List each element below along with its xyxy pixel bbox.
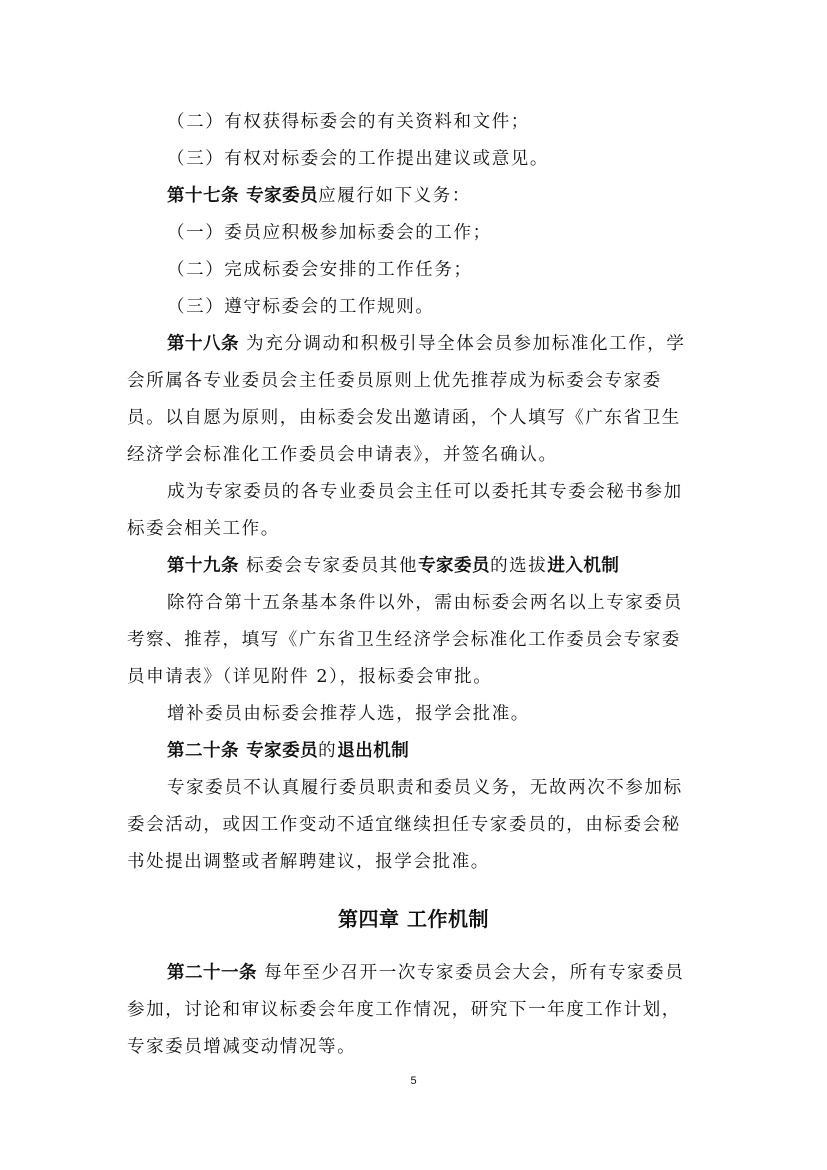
- text-line: [0, 814, 827, 836]
- page-number: 5: [410, 1075, 417, 1087]
- text-line: [0, 407, 827, 429]
- text-line: [0, 703, 827, 725]
- text-segment: （一）委员应积极参加标委会的工作；: [167, 223, 492, 243]
- text-line: [0, 777, 827, 799]
- text-segment: 员。以自愿为原则，由标委会发出邀请函，个人填写《广东省卫生: [127, 408, 681, 428]
- text-segment: 为充分调动和积极引导全体会员参加标准化工作，学: [239, 334, 686, 354]
- text-line: [0, 1036, 827, 1058]
- chapter-heading: 第四章 工作机制: [338, 907, 489, 931]
- text-segment: 应履行如下义务：: [318, 186, 471, 206]
- text-line: [0, 370, 827, 392]
- article-20-heading: [0, 740, 827, 762]
- text-segment: 的: [318, 741, 338, 761]
- text-segment: 专家委员增减变动情况等。: [127, 1037, 357, 1057]
- text-line: [0, 444, 827, 466]
- article-17-heading: [0, 185, 827, 207]
- text-line: [0, 999, 827, 1021]
- text-line: [0, 518, 827, 540]
- text-line: [0, 666, 827, 688]
- text-segment: 参加，讨论和审议标委会年度工作情况，研究下一年度工作计划，: [127, 1000, 681, 1020]
- text-segment: （二）有权获得标委会的有关资料和文件；: [167, 112, 530, 132]
- text-line: [0, 111, 827, 133]
- bold-text: 第十八条: [167, 334, 239, 354]
- bold-text: 退出机制: [337, 741, 410, 761]
- text-line: [0, 481, 827, 503]
- text-segment: 考察、推荐，填写《广东省卫生经济学会标准化工作委员会专家委: [127, 630, 681, 650]
- text-segment: （二）完成标委会安排的工作任务；: [167, 260, 473, 280]
- text-segment: 的选拔: [490, 556, 548, 576]
- text-segment: （三）遵守标委会的工作规则。: [167, 297, 435, 317]
- article-19-heading: [0, 555, 827, 577]
- article-18-heading: [0, 333, 827, 355]
- text-segment: 除符合第十五条基本条件以外，需由标委会两名以上专家委员: [167, 593, 683, 613]
- text-segment: 成为专家委员的各专业委员会主任可以委托其专委会秘书参加: [167, 482, 683, 502]
- text-segment: 每年至少召开一次专家委员会大会，所有专家委员: [257, 963, 685, 983]
- text-segment: 员申请表》（详见附件 2），报标委会审批。: [127, 667, 493, 687]
- bold-text: 专家委员: [418, 556, 491, 576]
- bold-text: 第十九条: [167, 556, 239, 576]
- text-segment: 增补委员由标委会推荐人选，报学会批准。: [167, 704, 530, 724]
- text-segment: 专家委员不认真履行委员职责和委员义务，无故两次不参加标: [167, 778, 683, 798]
- bold-text: 第十七条: [167, 186, 239, 206]
- text-segment: 经济学会标准化工作委员会申请表》，并签名确认。: [127, 445, 558, 465]
- bold-text: 第二十一条: [167, 963, 257, 983]
- text-segment: 标委会专家委员其他: [239, 556, 419, 576]
- text-line: [0, 851, 827, 873]
- bold-text: 进入机制: [547, 556, 620, 576]
- text-segment: 书处提出调整或者解聘建议，报学会批准。: [127, 852, 490, 872]
- text-line: [0, 296, 827, 318]
- text-line: [0, 592, 827, 614]
- text-line: [0, 148, 827, 170]
- text-segment: 委会活动，或因工作变动不适宜继续担任专家委员的，由标委会秘: [127, 815, 681, 835]
- text-segment: 会所属各专业委员会主任委员原则上优先推荐成为标委会专家委: [127, 371, 662, 391]
- article-21-heading: [0, 962, 827, 984]
- bold-text: 专家委员: [246, 741, 319, 761]
- bold-text: 第二十条: [167, 741, 239, 761]
- text-line: [0, 259, 827, 281]
- text-line: [0, 629, 827, 651]
- text-segment: 标委会相关工作。: [127, 519, 280, 539]
- text-segment: （三）有权对标委会的工作提出建议或意见。: [167, 149, 549, 169]
- text-line: [0, 222, 827, 244]
- bold-text: 专家委员: [246, 186, 319, 206]
